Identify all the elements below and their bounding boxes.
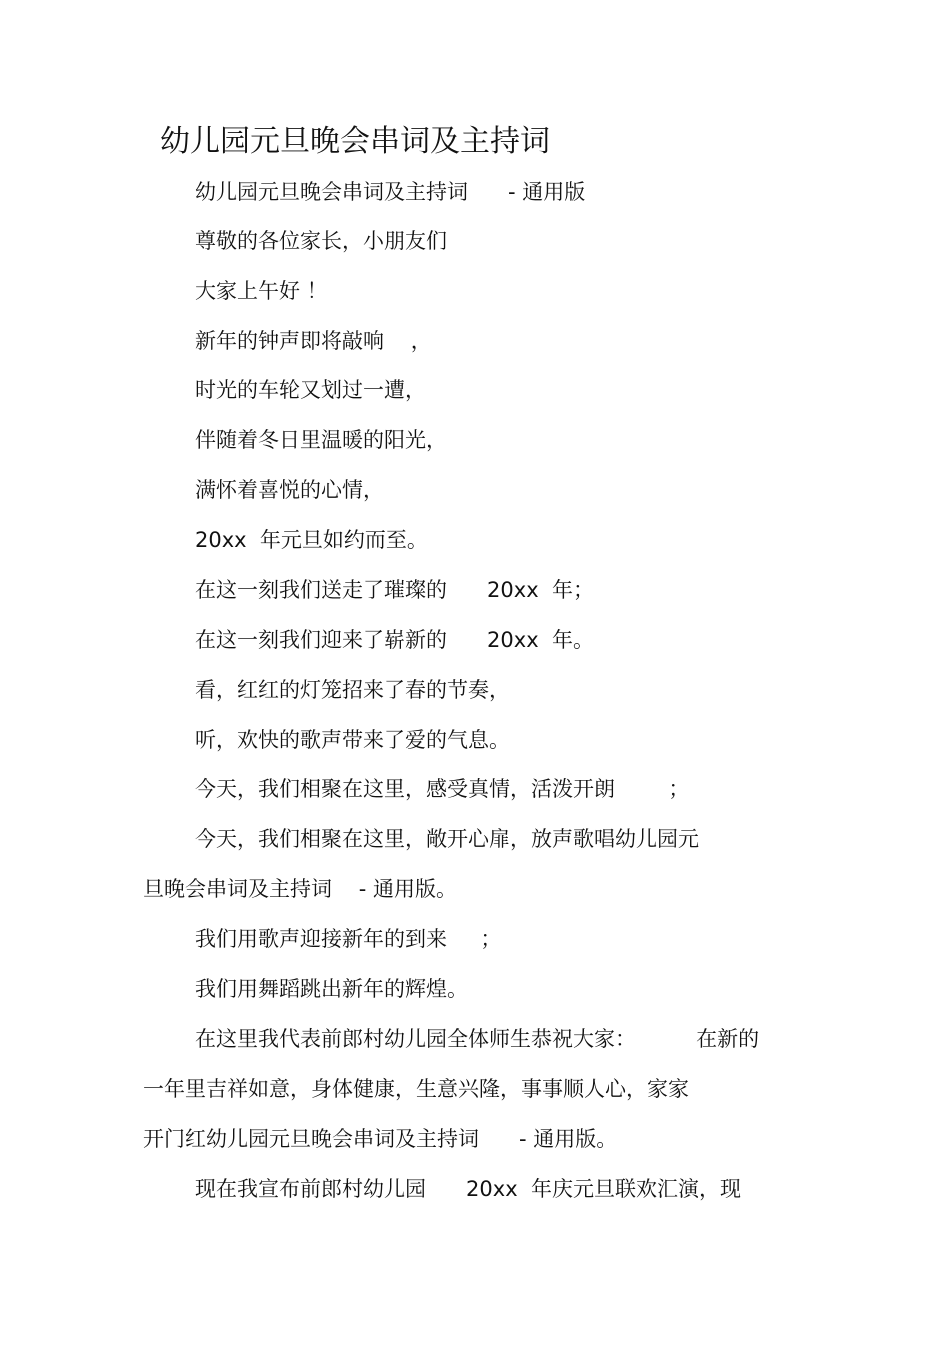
text-line: 时光的车轮又划过一遭，	[195, 378, 426, 402]
text-line: 20xx 年元旦如约而至。	[195, 528, 428, 552]
text-line: 在这里我代表前郎村幼儿园全体师生恭祝大家： 在新的	[195, 1027, 760, 1051]
text-line: 在这一刻我们迎来了崭新的 20xx 年。	[195, 628, 594, 652]
line-subtitle: 幼儿园元旦晚会串词及主持词 - 通用版	[195, 180, 586, 204]
text-line: 我们用舞蹈跳出新年的辉煌。	[195, 977, 468, 1001]
text-line: 在这一刻我们送走了璀璨的 20xx 年；	[195, 578, 594, 602]
text-line: 旦晚会串词及主持词 - 通用版。	[143, 877, 457, 901]
line-good-morning: 大家上午好 ！	[195, 279, 328, 303]
text-line: 开门红幼儿园元旦晚会串词及主持词 - 通用版。	[143, 1127, 618, 1151]
text-line: 新年的钟声即将敲响 ，	[195, 329, 432, 353]
text-line: 看，红红的灯笼招来了春的节奏，	[195, 678, 510, 702]
text-line: 伴随着冬日里温暖的阳光，	[195, 428, 447, 452]
text-line: 今天，我们相聚在这里，感受真情，活泼开朗 ；	[195, 777, 690, 801]
line-greeting: 尊敬的各位家长，小朋友们	[195, 229, 447, 253]
text-line: 现在我宣布前郎村幼儿园 20xx 年庆元旦联欢汇演，现	[195, 1177, 741, 1201]
text-line: 一年里吉祥如意，身体健康，生意兴隆，事事顺人心，家家	[143, 1077, 689, 1101]
text-line: 我们用歌声迎接新年的到来 ；	[195, 927, 502, 951]
document-title: 幼儿园元旦晚会串词及主持词	[160, 124, 550, 159]
text-line: 满怀着喜悦的心情，	[195, 478, 384, 502]
text-line: 听，欢快的歌声带来了爱的气息。	[195, 728, 510, 752]
text-line: 今天，我们相聚在这里，敞开心扉，放声歌唱幼儿园元	[195, 827, 699, 851]
